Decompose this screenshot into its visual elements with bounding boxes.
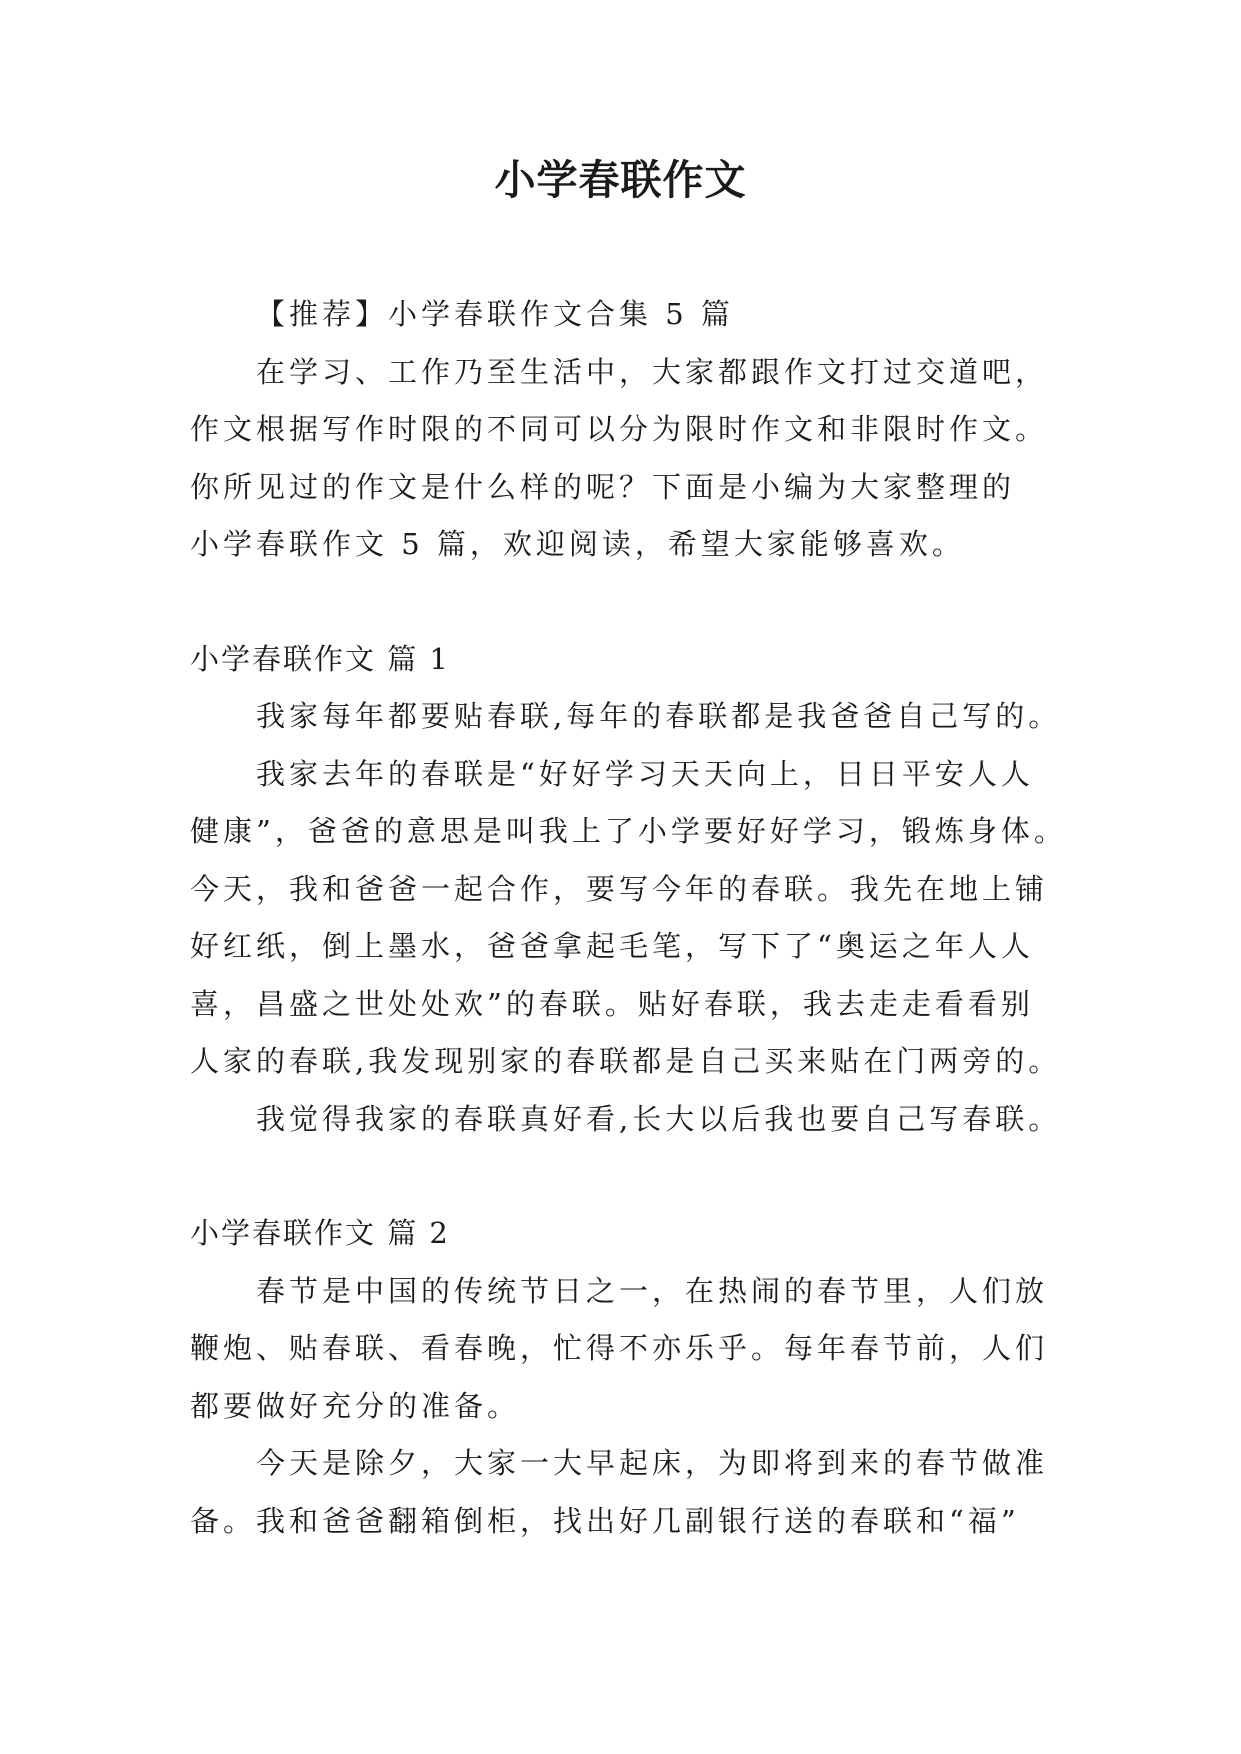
essay-2-paragraph-2 bbox=[190, 1435, 1052, 1550]
intro-line: 在学习、工作乃至生活中，大家都跟作文打过交道吧， bbox=[256, 354, 1049, 389]
intro-line: 小学春联作文 5 篇，欢迎阅读，希望大家能够喜欢。 bbox=[190, 527, 965, 561]
essay-2-paragraph-1 bbox=[190, 1263, 1052, 1436]
intro-paragraph bbox=[190, 344, 1052, 574]
essay-line: 备。我和爸爸翻箱倒柜，找出好几副银行送的春联和“福” bbox=[190, 1503, 1020, 1538]
intro-line: 你所见过的作文是什么样的呢？下面是小编为大家整理的 bbox=[190, 469, 1016, 504]
essay-line: 我家去年的春联是“好好学习天天向上，日日平安人人 bbox=[256, 756, 1034, 791]
essay-1-paragraph-1: 我家每年都要贴春联,每年的春联都是我爸爸自己写的。 bbox=[256, 699, 1062, 733]
essay-line: 人家的春联,我发现别家的春联都是自己买来贴在门两旁的。 bbox=[190, 1044, 1062, 1078]
section-gap bbox=[190, 1148, 1052, 1205]
essay-2-heading: 小学春联作文 篇 2 bbox=[190, 1216, 450, 1250]
essay-line: 喜，昌盛之世处处欢”的春联。贴好春联，我去走走看看别 bbox=[190, 986, 1034, 1021]
document-body bbox=[190, 286, 1067, 1550]
section-gap bbox=[190, 574, 1052, 631]
essay-1-paragraph-3: 我觉得我家的春联真好看,长大以后我也要自己写春联。 bbox=[256, 1101, 1062, 1136]
essay-line: 春节是中国的传统节日之一，在热闹的春节里，人们放 bbox=[256, 1273, 1049, 1308]
document-title: 小学春联作文 bbox=[494, 156, 747, 204]
essay-line: 好红纸，倒上墨水，爸爸拿起毛笔，写下了“奥运之年人人 bbox=[190, 929, 1034, 963]
essay-line: 鞭炮、贴春联、看春晚，忙得不亦乐乎。每年春节前，人们 bbox=[190, 1331, 1049, 1365]
intro-line: 作文根据写作时限的不同可以分为限时作文和非限时作文。 bbox=[190, 412, 1049, 446]
essay-line: 今天，我和爸爸一起合作，要写今年的春联。我先在地上铺 bbox=[190, 871, 1049, 906]
essay-line: 今天是除夕，大家一大早起床，为即将到来的春节做准 bbox=[256, 1446, 1049, 1480]
essay-line: 都要做好充分的准备。 bbox=[190, 1388, 521, 1423]
essay-1-paragraph-2 bbox=[190, 746, 1067, 1091]
recommend-line: 【推荐】小学春联作文合集 5 篇 bbox=[256, 297, 734, 331]
essay-1-heading: 小学春联作文 篇 1 bbox=[190, 641, 450, 676]
essay-line: 健康”，爸爸的意思是叫我上了小学要好好学习，锻炼身体。 bbox=[190, 814, 1067, 848]
